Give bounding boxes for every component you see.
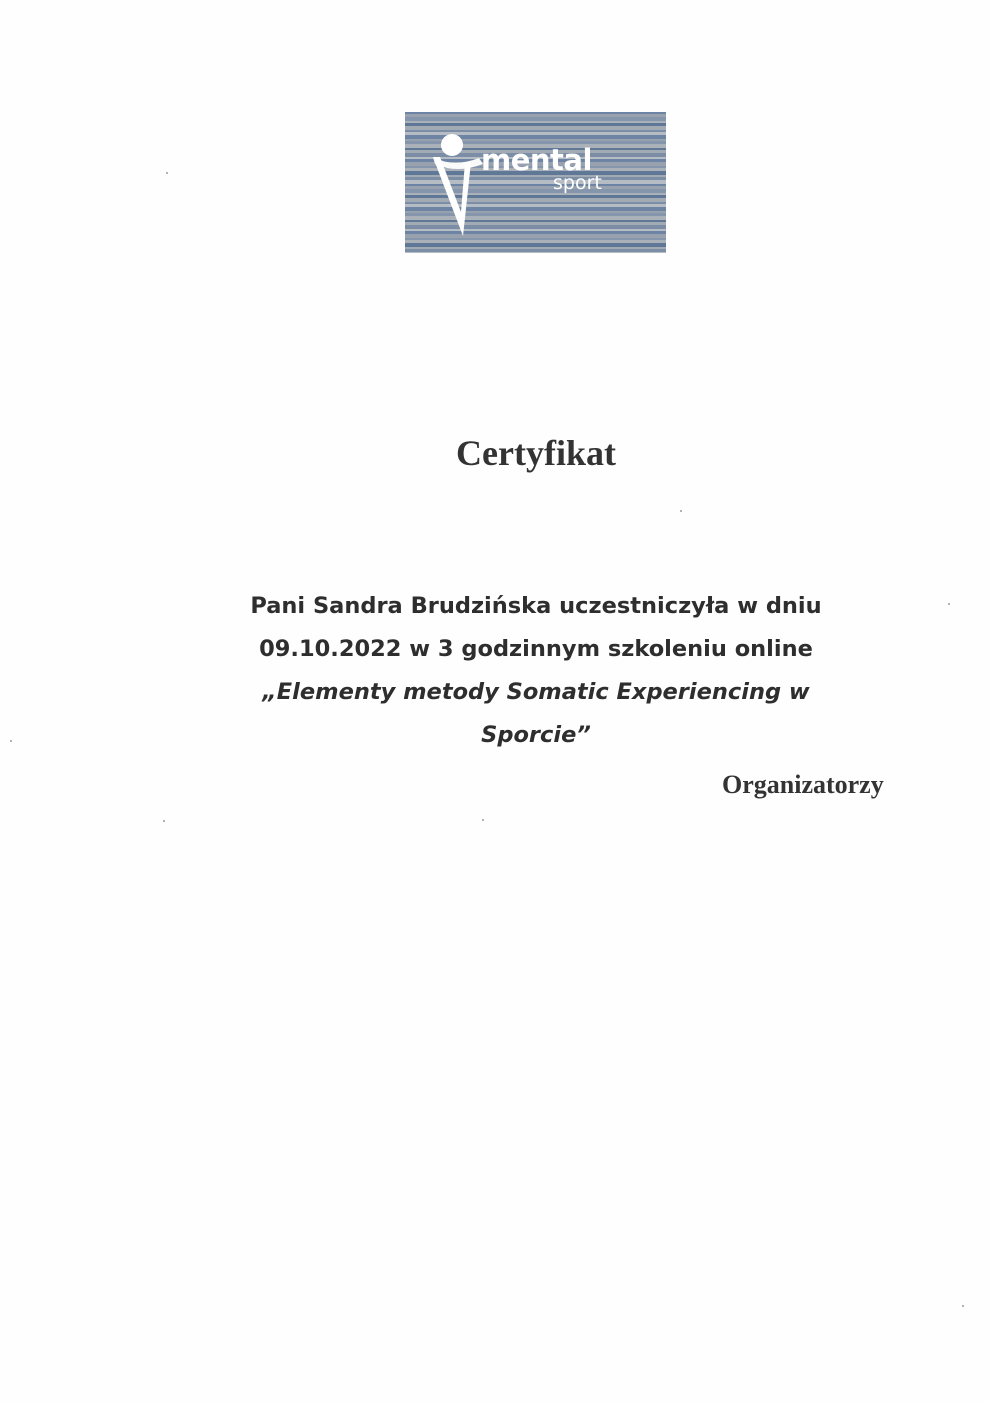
logo-stripe <box>405 114 666 117</box>
scan-speck <box>166 172 168 174</box>
logo-stripe <box>405 195 666 198</box>
logo-stripe <box>405 216 666 220</box>
logo-stripe <box>405 132 666 135</box>
scan-speck <box>10 740 12 742</box>
scan-speck <box>482 819 484 821</box>
logo-stripe <box>405 189 666 193</box>
logo-stripe <box>405 198 666 202</box>
scan-speck <box>163 820 165 822</box>
organizers-label: Organizatorzy <box>722 770 884 799</box>
logo-stripe <box>405 211 666 213</box>
training-title-line: „Elementy metody Somatic Experiencing w <box>262 679 810 705</box>
logo-stripe <box>405 234 666 238</box>
logo-stripe <box>405 186 666 189</box>
scan-speck <box>962 1305 964 1307</box>
certificate-title: Certyfikat <box>456 433 616 473</box>
mental-sport-logo <box>405 112 666 253</box>
logo-stripe <box>405 252 666 253</box>
logo-stripe <box>405 247 666 249</box>
logo-stripe <box>405 238 666 240</box>
logo-stripe <box>405 225 666 229</box>
logo-stripe <box>405 220 666 222</box>
logo-stripe <box>405 202 666 204</box>
scan-speck <box>948 603 950 605</box>
logo-stripe <box>405 243 666 247</box>
certificate-body <box>180 585 892 757</box>
date-line: 09.10.2022 w 3 godzinnym szkoleniu online <box>259 636 813 662</box>
logo-stripe <box>405 204 666 207</box>
logo-text-sub: sport <box>553 172 602 194</box>
logo-stripe <box>405 193 666 195</box>
training-title-line-2: Sporcie” <box>481 722 591 748</box>
logo-stripe <box>405 130 666 132</box>
participant-line: Pani Sandra Brudzińska uczestniczyła w dniu <box>250 593 822 619</box>
logo-stripe <box>405 112 666 114</box>
logo-figure-head <box>441 134 463 156</box>
logo-stripe <box>405 121 666 123</box>
scan-speck <box>680 510 682 512</box>
logo-text-main: mental <box>481 143 592 177</box>
logo-graphic <box>405 112 666 253</box>
logo-stripe <box>405 123 666 126</box>
logo-stripe <box>405 117 666 121</box>
logo-stripe <box>405 222 666 225</box>
logo-stripe <box>405 240 666 243</box>
logo-stripe <box>405 229 666 231</box>
logo-stripe <box>405 207 666 211</box>
logo-stripe <box>405 249 666 252</box>
logo-stripe <box>405 126 666 130</box>
logo-stripe <box>405 213 666 216</box>
logo-stripe <box>405 231 666 234</box>
